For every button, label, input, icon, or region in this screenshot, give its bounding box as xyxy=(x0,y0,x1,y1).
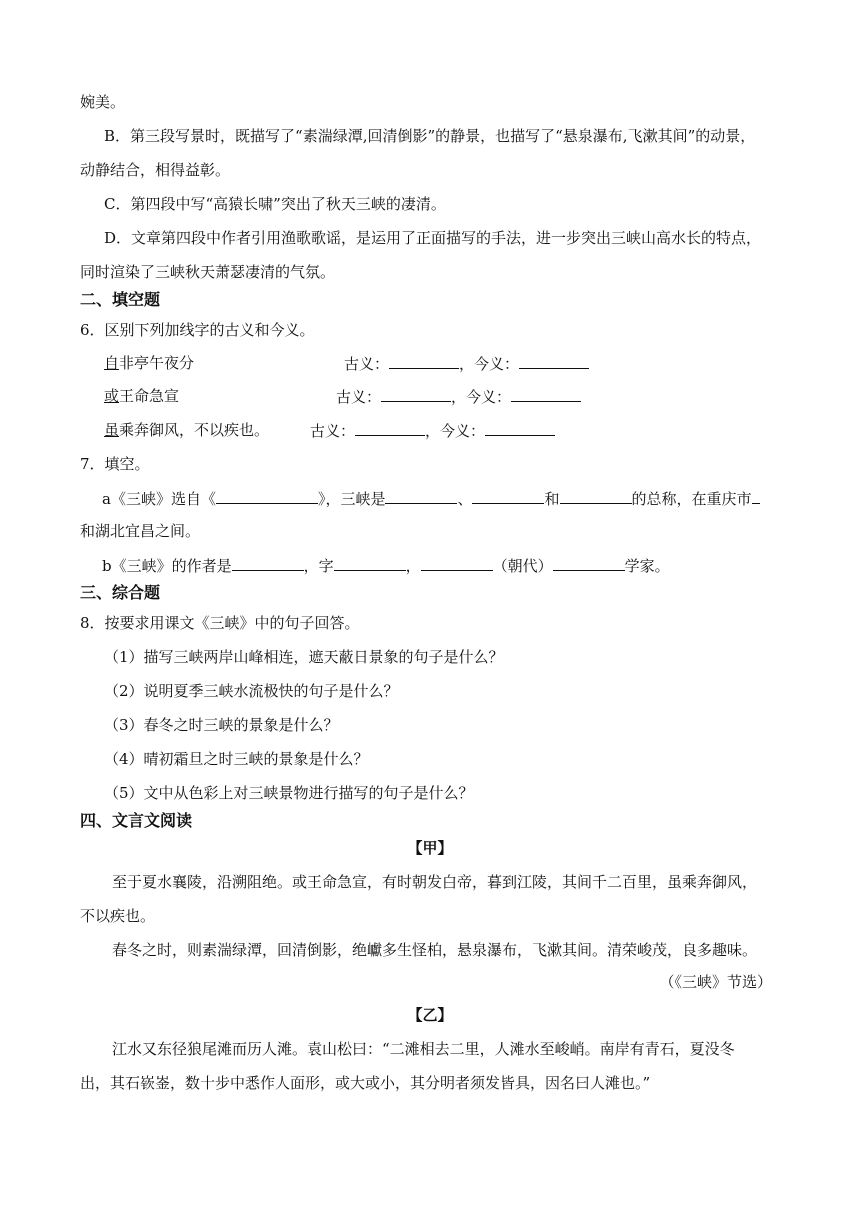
q6-row-1 xyxy=(104,353,194,373)
modern-meaning-label: ，今义： xyxy=(425,422,486,440)
q8-item-5: （5）文中从色彩上对三峡景物进行描写的句子是什么？ xyxy=(104,784,474,802)
passage-jia-p1-line1: 至于夏水襄陵，沿溯阻绝。或王命急宣，有时朝发白帝，暮到江陵，其间千二百里，虽乘奔御风， xyxy=(112,873,758,891)
q8-item-3: （3）春冬之时三峡的景象是什么？ xyxy=(104,716,339,734)
question-7-prompt: 7．填空。 xyxy=(80,455,150,473)
underlined-char: 或 xyxy=(104,387,120,405)
passage-yi-label: 【乙】 xyxy=(407,1006,453,1024)
option-b-line2: 动静结合，相得益彰。 xyxy=(80,161,231,179)
question-8-prompt: 8．按要求用课文《三峡》中的句子回答。 xyxy=(80,614,360,632)
modern-meaning-blank[interactable] xyxy=(485,420,555,436)
q7-a-line2: 和湖北宜昌之间。 xyxy=(80,522,201,540)
q6-row-3 xyxy=(104,420,269,440)
section-2-heading: 二、填空题 xyxy=(80,290,161,309)
option-c: C．第四段中写“高猿长啸”突出了秋天三峡的凄清。 xyxy=(104,195,446,213)
question-6-prompt: 6．区别下列加线字的古义和今义。 xyxy=(80,321,315,339)
q7-b-text: ， xyxy=(405,557,421,575)
ancient-meaning-label: 古义： xyxy=(310,422,356,440)
q7-b-text: b《三峡》的作者是 xyxy=(102,557,232,575)
q7-a-text: a《三峡》选自《 xyxy=(102,490,216,508)
q7-a-text: 》，三峡是 xyxy=(317,490,386,508)
phrase-text: 非亭午夜分 xyxy=(119,354,195,372)
passage-jia-p1-line2: 不以疾也。 xyxy=(80,907,156,925)
gorge-3-blank[interactable] xyxy=(560,488,632,504)
option-a-end: 婉美。 xyxy=(80,93,126,111)
q7-a-text: 的总称，在重庆市 xyxy=(631,490,752,508)
q8-item-1: （1）描写三峡两岸山峰相连，遮天蔽日景象的句子是什么？ xyxy=(104,648,504,666)
underlined-char: 自 xyxy=(104,354,120,372)
location-blank[interactable] xyxy=(752,488,760,504)
q7-b-text: 学家。 xyxy=(624,557,670,575)
passage-jia-p2: 春冬之时，则素湍绿潭，回清倒影，绝巘多生怪柏，悬泉瀑布，飞漱其间。清荣峻茂，良多趣味。 xyxy=(112,941,758,959)
source-book-blank[interactable] xyxy=(216,488,318,504)
q6-row-1-answers xyxy=(344,353,589,374)
gorge-1-blank[interactable] xyxy=(385,488,457,504)
ancient-meaning-label: 古义： xyxy=(336,388,382,406)
author-blank[interactable] xyxy=(232,555,304,571)
q7-b-text: （朝代） xyxy=(492,557,553,575)
q6-row-2-answers xyxy=(336,386,581,407)
ancient-meaning-blank[interactable] xyxy=(389,353,459,369)
option-d-line2: 同时渲染了三峡秋天萧瑟凄清的气氛。 xyxy=(80,263,336,281)
q8-item-4: （4）晴初霜旦之时三峡的景象是什么？ xyxy=(104,750,369,768)
modern-meaning-blank[interactable] xyxy=(519,353,589,369)
q6-row-3-answers xyxy=(310,420,555,441)
courtesy-name-blank[interactable] xyxy=(334,555,406,571)
dynasty-blank[interactable] xyxy=(421,555,493,571)
phrase-text: 乘奔御风，不以疾也。 xyxy=(119,421,270,439)
ancient-meaning-label: 古义： xyxy=(344,355,390,373)
q7-a-text: 和 xyxy=(544,490,560,508)
ancient-meaning-blank[interactable] xyxy=(381,386,451,402)
option-d-line1: D．文章第四段中作者引用渔歌歌谣，是运用了正面描写的手法，进一步突出三峡山高水长的特点， xyxy=(104,229,762,247)
passage-yi-p1-line2: 出，其石嵚崟，数十步中悉作人面形，或大或小，其分明者须发皆具，因名曰人滩也。” xyxy=(80,1074,651,1092)
profession-blank[interactable] xyxy=(553,555,625,571)
modern-meaning-blank[interactable] xyxy=(511,386,581,402)
option-b-line1: B．第三段写景时，既描写了“素湍绿潭,回清倒影”的静景，也描写了“悬泉瀑布,飞漱其间”的动景， xyxy=(104,127,756,145)
section-4-heading: 四、文言文阅读 xyxy=(80,811,193,830)
q7-b-line xyxy=(102,555,670,576)
gorge-2-blank[interactable] xyxy=(472,488,544,504)
q8-item-2: （2）说明夏季三峡水流极快的句子是什么？ xyxy=(104,682,399,700)
q7-a-line1 xyxy=(102,488,760,509)
passage-jia-source: （《三峡》节选） xyxy=(659,973,772,991)
section-3-heading: 三、综合题 xyxy=(80,583,161,602)
q7-a-text: 、 xyxy=(457,490,473,508)
ancient-meaning-blank[interactable] xyxy=(355,420,425,436)
underlined-char: 虽 xyxy=(104,421,120,439)
q7-b-text: ，字 xyxy=(303,557,334,575)
phrase-text: 王命急宣 xyxy=(119,387,180,405)
q6-row-2 xyxy=(104,386,179,406)
modern-meaning-label: ，今义： xyxy=(451,388,512,406)
passage-yi-p1-line1: 江水又东径狼尾滩而历人滩。袁山松曰：“二滩相去二里，人滩水至峻峭。南岸有青石，夏没冬 xyxy=(112,1040,735,1058)
modern-meaning-label: ，今义： xyxy=(459,355,520,373)
passage-jia-label: 【甲】 xyxy=(407,839,453,857)
